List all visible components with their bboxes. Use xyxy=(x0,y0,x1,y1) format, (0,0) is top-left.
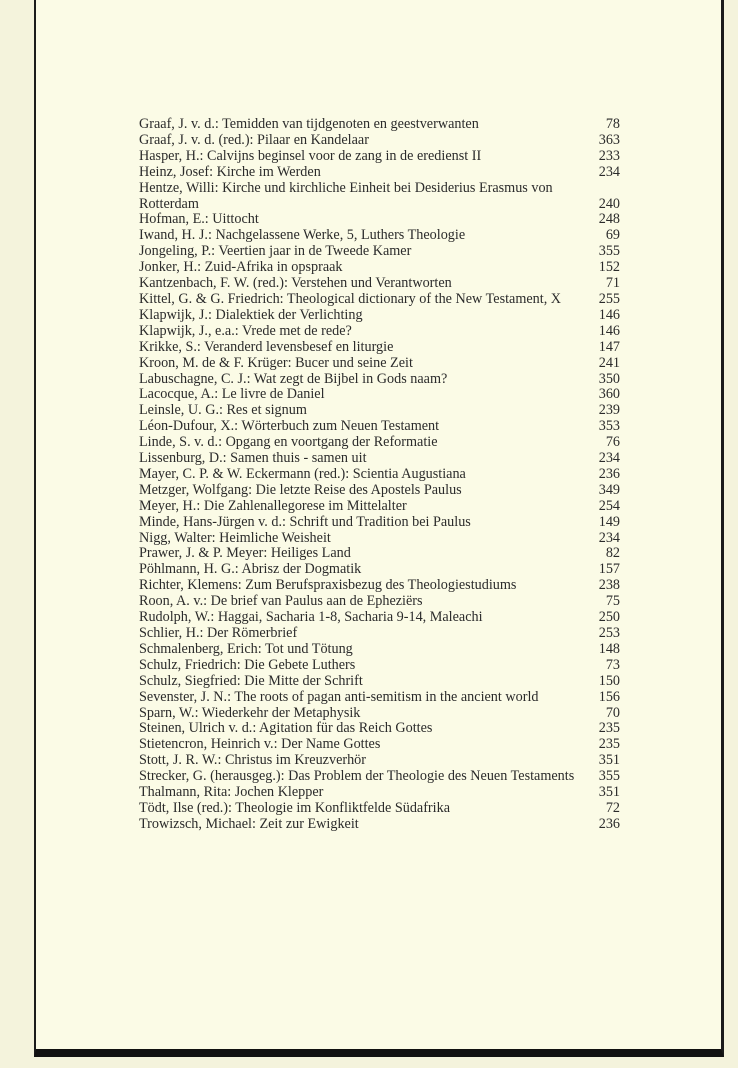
entry-page-number: 75 xyxy=(605,593,620,610)
index-entry xyxy=(139,721,620,737)
index-entry xyxy=(139,610,620,626)
entry-page-number: 235 xyxy=(598,736,620,753)
entry-title: Pöhlmann, H. G.: Abrisz der Dogmatik xyxy=(139,561,362,578)
entry-page-number: 72 xyxy=(605,799,620,816)
entry-page-number: 76 xyxy=(605,434,620,451)
index-entry xyxy=(139,228,620,244)
entry-page-number: 234 xyxy=(598,529,620,546)
entry-page-number: 238 xyxy=(598,577,620,594)
entry-page-number: 147 xyxy=(598,338,620,355)
entry-page-number: 236 xyxy=(598,465,620,482)
entry-title: Stietencron, Heinrich v.: Der Name Gottes xyxy=(139,736,381,753)
entry-page-number: 156 xyxy=(598,688,620,705)
entry-title: Leinsle, U. G.: Res et signum xyxy=(139,402,307,419)
index-entry xyxy=(139,467,620,483)
entry-page-number: 360 xyxy=(598,386,620,403)
entry-page-number: 146 xyxy=(598,322,620,339)
index-entry xyxy=(139,706,620,722)
entry-title: Steinen, Ulrich v. d.: Agitation für das Reich Gottes xyxy=(139,720,433,737)
entry-title: Kantzenbach, F. W. (red.): Verstehen und Verantworten xyxy=(139,275,452,292)
entry-page-number: 350 xyxy=(598,370,620,387)
entry-title: Labuschagne, C. J.: Wat zegt de Bijbel in Gods naam? xyxy=(139,370,448,387)
entry-page-number: 70 xyxy=(605,704,620,721)
index-entry xyxy=(139,292,620,308)
entry-title: Kroon, M. de & F. Krüger: Bucer und seine Zeit xyxy=(139,354,413,371)
entry-page-number: 157 xyxy=(598,561,620,578)
entry-title: Metzger, Wolfgang: Die letzte Reise des Apostels Paulus xyxy=(139,481,462,498)
index-entry xyxy=(139,674,620,690)
index-entry xyxy=(139,403,620,419)
index-entry xyxy=(139,658,620,674)
entry-title: Klapwijk, J., e.a.: Vrede met de rede? xyxy=(139,322,352,339)
index-entry xyxy=(139,149,620,165)
entry-title: Stott, J. R. W.: Christus im Kreuzverhör xyxy=(139,752,366,769)
entry-title: Krikke, S.: Veranderd levensbesef en liturgie xyxy=(139,338,394,355)
entry-page-number: 234 xyxy=(598,163,620,180)
entry-title: Strecker, G. (herausgeg.): Das Problem der Theologie des Neuen Testaments xyxy=(139,768,575,785)
entry-title: Sparn, W.: Wiederkehr der Metaphysik xyxy=(139,704,361,721)
entry-page-number: 355 xyxy=(598,243,620,260)
entry-title: Prawer, J. & P. Meyer: Heiliges Land xyxy=(139,545,351,562)
entry-page-number: 363 xyxy=(598,131,620,148)
entry-title: Thalmann, Rita: Jochen Klepper xyxy=(139,784,324,801)
entry-title: Jongeling, P.: Veertien jaar in de Tweede Kamer xyxy=(139,243,412,260)
book-index-list xyxy=(139,117,620,833)
entry-page-number: 146 xyxy=(598,306,620,323)
entry-title: Lissenburg, D.: Samen thuis - samen uit xyxy=(139,450,367,467)
index-entry xyxy=(139,419,620,435)
index-entry xyxy=(139,212,620,228)
index-entry xyxy=(139,690,620,706)
book-page xyxy=(34,0,724,1057)
index-entry xyxy=(139,165,620,181)
index-entry xyxy=(139,372,620,388)
index-entry xyxy=(139,117,620,133)
entry-page-number: 71 xyxy=(605,275,620,292)
entry-page-number: 69 xyxy=(605,227,620,244)
entry-page-number: 73 xyxy=(605,656,620,673)
entry-title: Sevenster, J. N.: The roots of pagan anti-semitism in the ancient world xyxy=(139,688,539,705)
index-entry xyxy=(139,753,620,769)
entry-title: Kittel, G. & G. Friedrich: Theological dictionary of the New Testament, X xyxy=(139,290,562,307)
entry-title: Hasper, H.: Calvijns beginsel voor de zang in de eredienst II xyxy=(139,147,482,164)
entry-page-number: 149 xyxy=(598,513,620,530)
index-entry xyxy=(139,276,620,292)
entry-page-number: 353 xyxy=(598,418,620,435)
entry-page-number: 235 xyxy=(598,720,620,737)
entry-page-number: 250 xyxy=(598,609,620,626)
entry-page-number: 148 xyxy=(598,640,620,657)
entry-title: Linde, S. v. d.: Opgang en voortgang der Reformatie xyxy=(139,434,438,451)
entry-page-number: 152 xyxy=(598,259,620,276)
entry-page-number: 351 xyxy=(598,752,620,769)
entry-title: Schulz, Siegfried: Die Mitte der Schrift xyxy=(139,672,363,689)
entry-title: Trowizsch, Michael: Zeit zur Ewigkeit xyxy=(139,815,359,832)
entry-title: Hofman, E.: Uittocht xyxy=(139,211,259,228)
index-entry xyxy=(139,578,620,594)
index-entry xyxy=(139,499,620,515)
index-entry xyxy=(139,515,620,531)
entry-page-number: 78 xyxy=(605,116,620,132)
entry-title: Minde, Hans-Jürgen v. d.: Schrift und Tradition bei Paulus xyxy=(139,513,471,530)
index-entry xyxy=(139,260,620,276)
entry-title: Graaf, J. v. d. (red.): Pilaar en Kandelaar xyxy=(139,131,369,148)
index-entry xyxy=(139,133,620,149)
entry-page-number: 240 xyxy=(598,195,620,212)
index-entry xyxy=(139,594,620,610)
index-entry xyxy=(139,244,620,260)
entry-title: Schulz, Friedrich: Die Gebete Luthers xyxy=(139,656,356,673)
index-entry xyxy=(139,785,620,801)
index-entry xyxy=(139,340,620,356)
index-entry xyxy=(139,435,620,451)
entry-page-number: 248 xyxy=(598,211,620,228)
entry-title: Iwand, H. J.: Nachgelassene Werke, 5, Luthers Theologie xyxy=(139,227,466,244)
index-entry xyxy=(139,546,620,562)
entry-page-number: 241 xyxy=(598,354,620,371)
index-entry xyxy=(139,451,620,467)
index-entry xyxy=(139,356,620,372)
entry-title: Léon-Dufour, X.: Wörterbuch zum Neuen Testament xyxy=(139,418,440,435)
index-entry xyxy=(139,531,620,547)
entry-page-number: 254 xyxy=(598,497,620,514)
index-entry xyxy=(139,642,620,658)
entry-title: Heinz, Josef: Kirche im Werden xyxy=(139,163,321,180)
entry-title: Richter, Klemens: Zum Berufspraxisbezug des Theologiestudiums xyxy=(139,577,517,594)
index-entry xyxy=(139,387,620,403)
index-entry xyxy=(139,626,620,642)
entry-title: Graaf, J. v. d.: Temidden van tijdgenoten en geestverwanten xyxy=(139,116,479,132)
index-entry xyxy=(139,181,620,213)
entry-page-number: 255 xyxy=(598,290,620,307)
entry-page-number: 82 xyxy=(605,545,620,562)
entry-title: Tödt, Ilse (red.): Theologie im Konfliktfelde Südafrika xyxy=(139,799,450,816)
entry-page-number: 233 xyxy=(598,147,620,164)
entry-title: Meyer, H.: Die Zahlenallegorese im Mittelalter xyxy=(139,497,407,514)
entry-page-number: 239 xyxy=(598,402,620,419)
entry-title: Lacocque, A.: Le livre de Daniel xyxy=(139,386,325,403)
entry-page-number: 351 xyxy=(598,784,620,801)
entry-title: Klapwijk, J.: Dialektiek der Verlichting xyxy=(139,306,363,323)
entry-title: Hentze, Willi: Kirche und kirchliche Einheit bei Desiderius Erasmus von Rotterdam xyxy=(139,179,553,212)
entry-title: Nigg, Walter: Heimliche Weisheit xyxy=(139,529,331,546)
index-entry xyxy=(139,308,620,324)
entry-title: Schmalenberg, Erich: Tot und Tötung xyxy=(139,640,353,657)
index-entry xyxy=(139,801,620,817)
entry-page-number: 236 xyxy=(598,815,620,832)
entry-page-number: 253 xyxy=(598,625,620,641)
index-entry xyxy=(139,737,620,753)
index-entry xyxy=(139,324,620,340)
entry-title: Rudolph, W.: Haggai, Sacharia 1-8, Sacharia 9-14, Maleachi xyxy=(139,609,483,626)
index-entry xyxy=(139,483,620,499)
entry-title: Jonker, H.: Zuid-Afrika in opspraak xyxy=(139,259,343,276)
index-entry xyxy=(139,817,620,833)
entry-title: Schlier, H.: Der Römerbrief xyxy=(139,625,298,641)
entry-title: Roon, A. v.: De brief van Paulus aan de Epheziërs xyxy=(139,593,423,610)
entry-page-number: 349 xyxy=(598,481,620,498)
index-entry xyxy=(139,769,620,785)
entry-page-number: 234 xyxy=(598,450,620,467)
index-entry xyxy=(139,562,620,578)
entry-page-number: 355 xyxy=(598,768,620,785)
entry-title: Mayer, C. P. & W. Eckermann (red.): Scientia Augustiana xyxy=(139,465,466,482)
entry-page-number: 150 xyxy=(598,672,620,689)
